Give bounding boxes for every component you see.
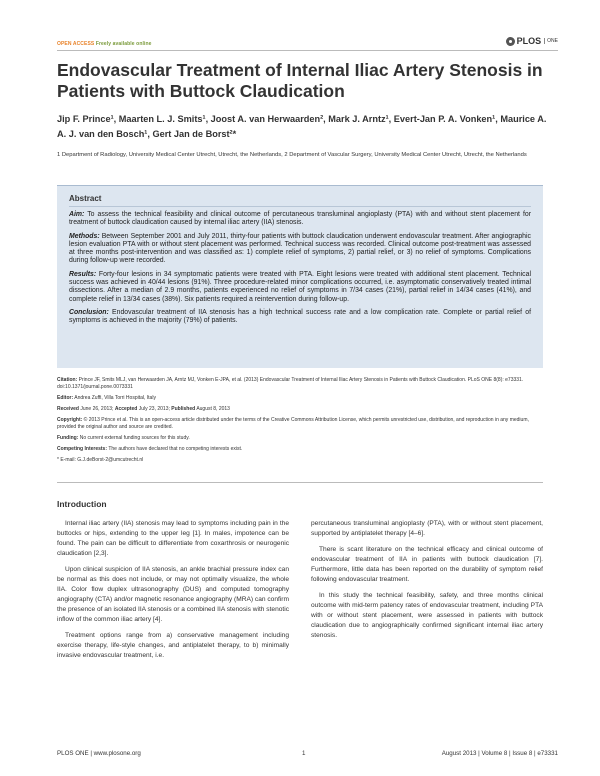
abstract-methods xyxy=(69,233,531,266)
received-label: Received xyxy=(57,406,79,412)
abstract-divider xyxy=(69,206,531,207)
intro-paragraph-5: In this study the technical feasibility, safety, and three months clinical outcome with mid-term patency rates of endovascular treatment, including PTA with or without stent placement, were assessed in patients with buttock claudication due to angiographically confirmed significant internal iliac artery stenosis. xyxy=(311,592,543,639)
aim-text: To assess the technical feasibility and clinical outcome of percutaneous transluminal angioplasty (PTA) with and without stent placement for treatment of buttock claudication caused by internal iliac artery (IIA) stenosis. xyxy=(69,211,532,227)
funding-text: No current external funding sources for this study. xyxy=(79,435,190,441)
funding xyxy=(57,435,543,442)
freely-available-label: Freely available online xyxy=(95,41,152,47)
copyright xyxy=(57,417,543,431)
abstract-box xyxy=(57,185,543,368)
citation-text: Prince JF, Smits MLJ, van Herwaarden JA, Arntz MJ, Vonken E-JPA, et al. (2013) Endovascular Treatment of Internal Iliac Artery Stenosis in Patients with Buttock Claudication. PLoS ONE 8(8): e73331. doi:10.1371/journal.pone.0073331 xyxy=(57,377,524,390)
affiliations: 1 Department of Radiology, University Medical Center Utrecht, Utrecht, the Netherlands, 2 Department of Vascular Surgery, University Medical Center Utrecht, Utrecht, the Netherlands xyxy=(57,152,527,158)
corresponding-email[interactable]: * E-mail: G.J.deBorst-2@umcutrecht.nl xyxy=(57,457,144,463)
competing-interests xyxy=(57,446,543,453)
abstract-results xyxy=(69,271,531,304)
intro-paragraph-3: Treatment options range from a) conservative management including exercise therapy, life-style changes, and antiplatelet therapy, to b) minimally invasive endovascular treatment, i.e. xyxy=(57,632,289,659)
abstract-aim xyxy=(69,211,531,228)
conclusion-text: Endovascular treatment of IIA stenosis has a high technical success rate and a low complication rate. Complete or partial relief of symptoms is achieved in the majority (79%) of patients. xyxy=(69,308,531,325)
copyright-text: © 2013 Prince et al. This is an open-access article distributed under the terms of the Creative Commons Attribution License, which permits unrestricted use, distribution, and reproduction in any medium, provided the original author and source are credited. xyxy=(57,417,529,430)
footer-journal: PLOS ONE | www.plosone.org xyxy=(57,750,141,757)
received-date: June 26, 2013; xyxy=(80,406,114,412)
author-list: Jip F. Prince¹, Maarten L. J. Smits¹, Joost A. van Herwaarden², Mark J. Arntz¹, Evert-Jan P. A. Vonken¹, Maurice A. A. J. van den Bosch¹, Gert Jan de Borst²* xyxy=(57,114,547,139)
accepted-date: July 23, 2013; xyxy=(138,406,170,412)
results-label: Results: xyxy=(69,270,97,278)
introduction-heading: Introduction xyxy=(57,499,107,509)
open-access-banner xyxy=(57,41,152,47)
results-text: Forty-four lesions in 34 symptomatic patients were treated with PTA. Eight lesions were treated with additional stent placement. Technical success was achieved in 40/44 lesions (91%). Three procedure-related minor complications occurred, i.e. asymptomatic conservatively treated intimal dissections. After a median of 2.9 months, patients experienced no relief of symptoms in 7/34 cases (21%), partial relief in 14/34 cases (41%), and complete relief in 13/34 cases (38%). Six patients required a reintervention during follow-up. xyxy=(69,270,531,303)
journal-logo xyxy=(506,36,558,46)
abstract-body xyxy=(69,211,531,331)
published-date: August 8, 2013 xyxy=(196,406,230,412)
dates xyxy=(57,406,543,413)
intro-paragraph-4: There is scant literature on the technical efficacy and clinical outcome of endovascular treatment of IIA in patients with buttock claudication [7]. Furthermore, little data has been reported on the durability of symptom relief following endovascular treatment. xyxy=(311,546,543,583)
funding-label: Funding: xyxy=(57,435,79,441)
citation-label: Citation: xyxy=(57,377,78,383)
journal-name: PLOS xyxy=(516,36,542,46)
page-number: 1 xyxy=(302,750,306,757)
methods-text: Between September 2001 and July 2011, thirty-four patients with buttock claudication underwent endovascular treatment. After angiographic lesion evaluation PTA with or without stent placement was performed. Technical success was recorded. Clinical outcome post-treatment was assessed at three months post-intervention and was classified as: 1) complete relief of symptoms, 2) partial relief, or 3) no relief of symptoms. Complications during follow-up were recorded. xyxy=(69,232,531,265)
abstract-conclusion xyxy=(69,309,531,326)
citation xyxy=(57,377,543,391)
conclusion-label: Conclusion: xyxy=(69,308,109,316)
competing-text: The authors have declared that no competing interests exist. xyxy=(108,446,243,452)
body-column-left xyxy=(57,499,289,667)
competing-label: Competing Interests: xyxy=(57,446,108,452)
abstract-heading: Abstract xyxy=(69,194,102,203)
copyright-label: Copyright: xyxy=(57,417,83,423)
editor xyxy=(57,395,543,402)
editor-text: Andrea Zuffi, Villa Torri Hospital, Italy xyxy=(74,395,156,401)
editor-label: Editor: xyxy=(57,395,74,401)
accepted-label: Accepted xyxy=(114,406,138,412)
intro-paragraph-2: Upon clinical suspicion of IIA stenosis, an ankle brachial pressure index can be normal as this does not include, or may not optimally visualize, the whole IIA. Color flow duplex ultrasonography (DUS) and computed tomography angiography (CTA) and/or magnetic resonance angiography (MRA) can confirm the presence of an isolated IIA stenosis or a combined IIA stenosis with stenotic inflow of the common iliac artery [4]. xyxy=(57,566,290,623)
methods-label: Methods: xyxy=(69,232,100,240)
body-column-right xyxy=(311,519,543,647)
header-divider xyxy=(57,50,558,51)
aim-label: Aim: xyxy=(69,211,85,218)
access-label: ACCESS xyxy=(72,41,95,47)
footer-issue: August 2013 | Volume 8 | Issue 8 | e73331 xyxy=(441,750,558,757)
plos-gear-icon xyxy=(506,37,515,46)
intro-paragraph-3-continued: percutaneous transluminal angioplasty (PTA), with or without stent placement, supported by antiplatelet therapy [4–6]. xyxy=(311,520,543,537)
open-label: OPEN xyxy=(57,41,72,47)
journal-sub: ONE xyxy=(544,38,558,44)
article-metadata xyxy=(57,377,543,468)
metadata-divider xyxy=(57,482,543,483)
intro-paragraph-1: Internal iliac artery (IIA) stenosis may lead to symptoms including pain in the buttocks or hips, extending to the upper leg [1]. In males, impotence can be found. The pain can be difficult to differentiate from coxarthrosis or neurogenic claudication [2,3]. xyxy=(57,520,289,557)
article-title: Endovascular Treatment of Internal Iliac Artery Stenosis in Patients with Buttock Claudication xyxy=(57,60,543,101)
published-label: Published xyxy=(171,406,196,412)
